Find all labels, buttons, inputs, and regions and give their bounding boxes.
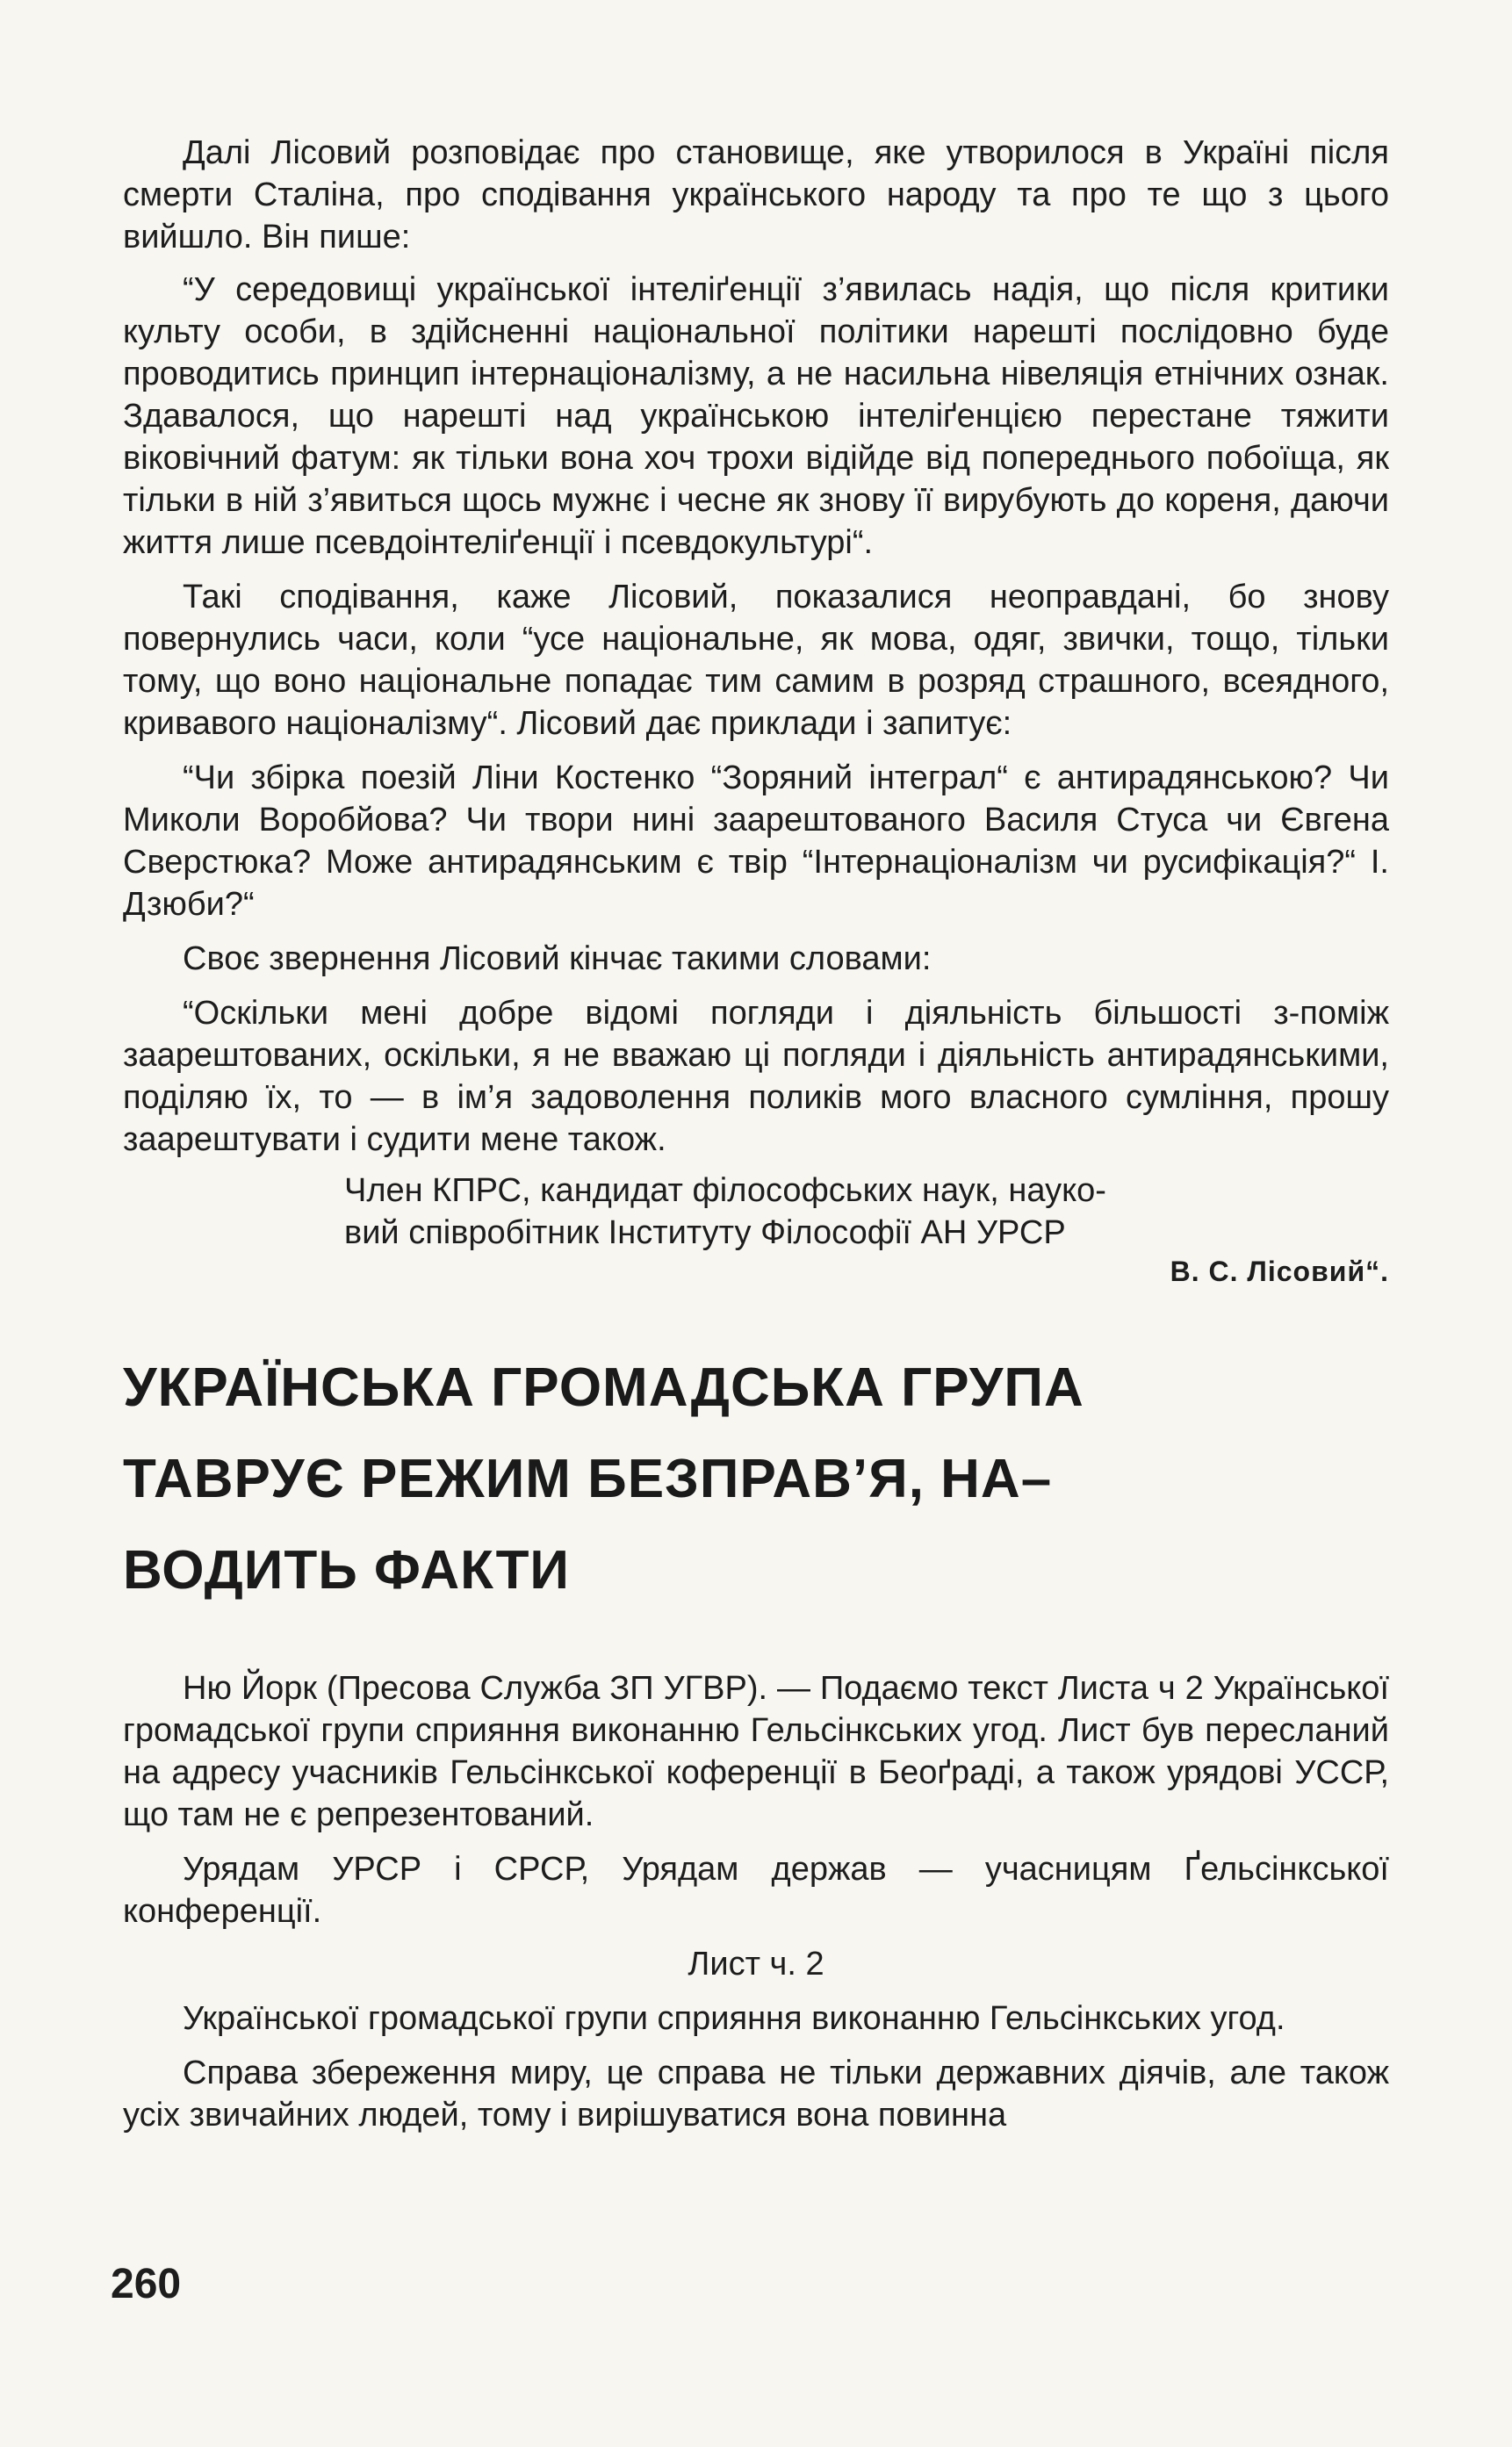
signature-title-line-1: Член КПРС, кандидат філософських наук, науко- xyxy=(344,1172,1106,1209)
headline-line-1: УКРАЇНСЬКА ГРОМАДСЬКА ГРУПА xyxy=(123,1357,1084,1418)
article1-paragraph-2: Такі сподівання, каже Лісовий, показалися неоправдані, бо знову повернулись часи, коли “усе національне, як мова, одяг, звички, тощо, тільки тому, що воно національне попадає тим самим в розряд страшного, всеядного, кривавого націоналізму“. Лісовий дає приклади і запитує: xyxy=(123,579,1389,742)
letter-body: Справа збереження миру, це справа не тільки державних діячів, але також усіх звичайних людей, тому і вирішуватися вона повинна xyxy=(123,2055,1389,2134)
letter-title: Лист ч. 2 xyxy=(688,1946,824,1983)
signature-title-line-2: вий співробітник Інституту Філософії АН УРСР xyxy=(344,1214,1066,1251)
page-content xyxy=(123,132,1389,2136)
article1-paragraph-3: Своє звернення Лісовий кінчає такими словами: xyxy=(183,940,932,977)
article1-quote-1: “У середовищі української інтеліґенції з’явилась надія, що після критики культу особи, в здійсненні національної політики нарешті послідовно буде проводитись принцип інтернаціоналізму, а не насильна нівеляція етнічних ознак. Здавалося, що нарешті над українською інтеліґенцією перестане тяжити віковічний фатум: як тільки вона хоч трохи відійде від попереднього побоїща, як тільки в ній з’явиться щось мужнє і чесне як знову її вирубують до кореня, даючи життя лише псевдоінтеліґенції і псевдокультурі“. xyxy=(123,271,1389,561)
signature-name: В. С. Лісовий“. xyxy=(1170,1256,1389,1287)
article2-headline xyxy=(123,1342,1389,1616)
article2-body xyxy=(123,1667,1389,2136)
headline-line-2: ТАВРУЄ РЕЖИМ БЕЗПРАВ’Я, НА– xyxy=(123,1449,1053,1509)
article1-intro: Далі Лісовий розповідає про становище, яке утворилося в Україні після смерти Сталіна, про сподівання українського народу та про те що з цього вийшло. Він пише: xyxy=(123,134,1389,255)
letter-subtitle: Української громадської групи сприяння виконанню Гельсінкських угод. xyxy=(183,2000,1285,2037)
page-number: 260 xyxy=(111,2261,182,2307)
signature-block xyxy=(344,1170,1187,1254)
article1-quote-3: “Оскільки мені добре відомі погляди і діяльність більшості з-поміж заарештованих, оскільки, я не вважаю ці погляди і діяльність антирадянськими, поділяю їх, то — в ім’я задоволення поликів мого власного сумління, прошу заарештувати і судити мене також. xyxy=(123,995,1389,1158)
article1-quote-2: “Чи збірка поезій Ліни Костенко “Зоряний інтеграл“ є антирадянською? Чи Миколи Воробйова? Чи твори нині заарештованого Василя Стуса чи Євгена Сверстюка? Може антирадянським є твір “Інтернаціоналізм чи русифікація?“ І. Дзюби?“ xyxy=(123,759,1389,923)
article2-address: Урядам УРСР і СРСР, Урядам держав — учасницям Ґельсінкської конференції. xyxy=(123,1851,1389,1930)
headline-line-3: ВОДИТЬ ФАКТИ xyxy=(123,1540,570,1601)
article2-intro: Ню Йорк (Пресова Служба ЗП УГВР). — Подаємо текст Листа ч 2 Української громадської групи сприяння виконанню Гельсінкських угод. Лист був пересланий на адресу учасників Гельсінкської коференції в Беоґраді, а також урядові УССР, що там не є репрезентований. xyxy=(123,1670,1389,1833)
